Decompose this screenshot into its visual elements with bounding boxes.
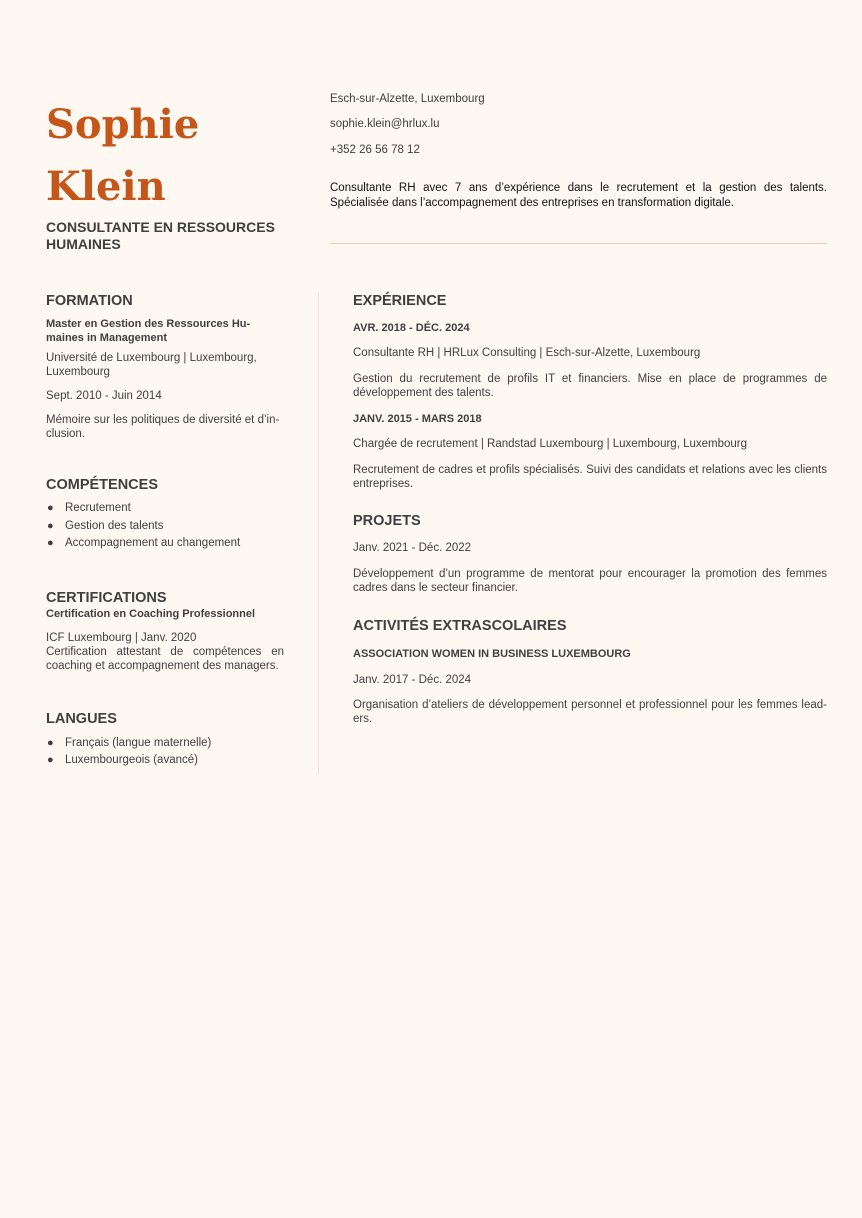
last-name: Klein [46,163,166,210]
job-role: Consultante RH | HRLux Consulting | Esch-sur-Alzette, Luxembourg [353,347,701,359]
bullet-icon: ● [47,736,54,749]
formation-note: Mémoire sur les politiques de diversité et d’in-clusion. [46,414,280,440]
job-period: JANV. 2015 - MARS 2018 [353,413,482,425]
job-description: Gestion du recrutement de profils IT et financiers. Mise en place de programmes de développement des talents. [353,373,827,399]
certification-description: Certification attestant de compétences en coaching et accompagnement des managers. [46,645,284,672]
activites-title: ACTIVITÉS EXTRASCOLAIRES [353,618,567,634]
first-name: Sophie [46,101,200,148]
list-item: ● Recrutement [46,500,284,518]
list-item: ● Accompagnement au changement [46,535,284,553]
formation-school: Université de Luxembourg | Luxembourg, Luxembourg [46,352,257,378]
left-column [46,292,284,770]
formation-dates: Sept. 2010 - Juin 2014 [46,390,162,402]
header-divider [330,243,827,244]
langues-title: LANGUES [46,710,117,727]
projets-section [353,512,827,595]
langues-section [46,710,284,770]
list-item: ● Gestion des talents [46,518,284,536]
candidate-name [46,94,316,218]
job-role: Chargée de recrutement | Randstad Luxembourg | Luxembourg, Luxembourg [353,438,748,450]
certification-issuer: ICF Luxembourg | Janv. 2020 [46,631,197,644]
contact-email[interactable]: sophie.klein@hrlux.lu [330,118,440,130]
projets-title: PROJETS [353,513,421,529]
activite-organization: ASSOCIATION WOMEN IN BUSINESS LUXEMBOURG [353,648,631,660]
right-column [353,292,827,726]
formation-degree: Master en Gestion des Ressources Hu-maines in Management [46,318,251,344]
langues-list [46,735,284,770]
competences-title: COMPÉTENCES [46,477,158,493]
projet-date: Janv. 2021 - Déc. 2022 [353,542,472,554]
formation-section [46,292,284,441]
competences-section [46,476,284,553]
certification-name: Certification en Coaching Professionnel [46,607,256,620]
formation-title: FORMATION [46,293,133,309]
column-divider [318,292,319,774]
certifications-section [46,589,284,673]
bullet-icon: ● [47,519,54,532]
activites-section [353,617,827,726]
list-item: ● Luxembourgeois (avancé) [46,752,284,770]
contact-phone[interactable]: +352 26 56 78 12 [330,144,420,156]
bullet-icon: ● [47,754,54,766]
experience-title: EXPÉRIENCE [353,293,447,309]
certifications-title: CERTIFICATIONS [46,589,167,606]
activite-description: Organisation d’ateliers de développement personnel et professionnel pour les femmes lead-ers. [353,699,827,725]
activite-date: Janv. 2017 - Déc. 2024 [353,674,472,686]
job-period: AVR. 2018 - DÉC. 2024 [353,322,470,334]
bullet-icon: ● [47,502,54,514]
projet-description: Développement d’un programme de mentorat pour encourager la promotion des femmes cadres dans le secteur financier. [353,568,827,594]
job-entry [353,412,827,491]
experience-section [353,292,827,491]
profile-summary: Consultante RH avec 7 ans d’expérience dans le recrutement et la gestion des talents. Spécialisée dans l’accompagnement des entreprises en transformation digitale. [330,182,827,209]
list-item: ● Français (langue maternelle) [46,735,284,753]
job-entry [353,321,827,400]
job-title: CONSULTANTE EN RESSOURCES HUMAINES [46,219,275,252]
competences-list [46,500,284,553]
contact-location: Esch-sur-Alzette, Luxembourg [330,93,485,105]
bullet-icon: ● [47,537,54,549]
job-description: Recrutement de cadres et profils spécialisés. Suivi des candidats et relations avec les clients entreprises. [353,464,827,490]
